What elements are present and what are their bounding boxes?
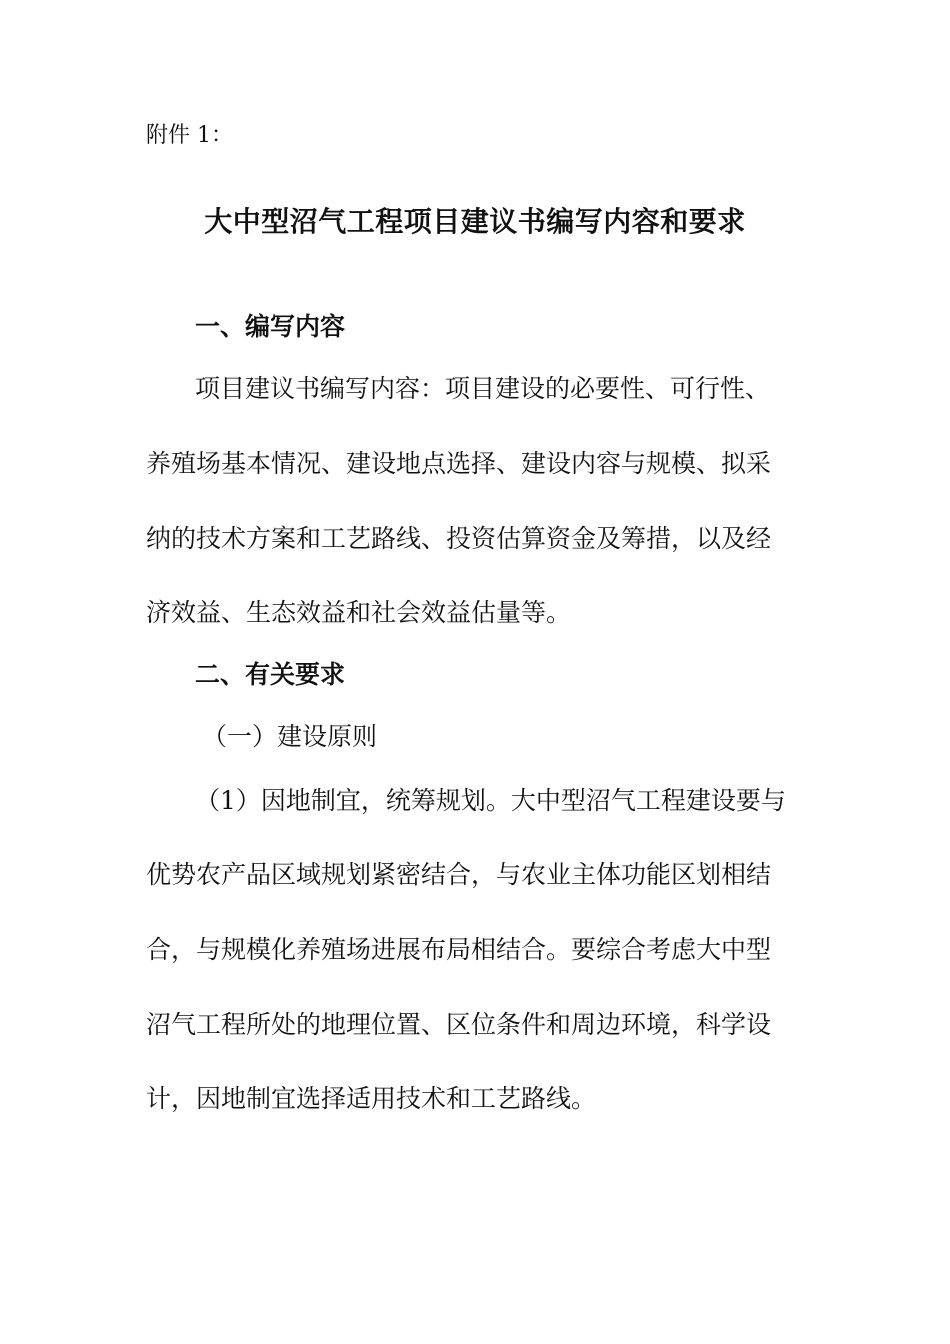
- section-heading-content: 一、编写内容: [195, 312, 346, 341]
- paragraph-line: 养殖场基本情况、建设地点选择、建设内容与规模、拟采: [146, 449, 772, 478]
- paragraph-line: 计，因地制宜选择适用技术和工艺路线。: [146, 1084, 597, 1113]
- paragraph-line: （1）因地制宜，统筹规划。大中型沼气工程建设要与: [195, 786, 786, 815]
- paragraph-line: 纳的技术方案和工艺路线、投资估算资金及筹措，以及经: [146, 524, 772, 553]
- paragraph-line: 沼气工程所处的地理位置、区位条件和周边环境，科学设: [146, 1010, 772, 1039]
- paragraph-line: 合，与规模化养殖场进展布局相结合。要综合考虑大中型: [146, 935, 772, 964]
- attachment-label: 附件 1：: [146, 123, 233, 148]
- subsection-heading: （一）建设原则: [202, 722, 378, 751]
- section-heading-requirements: 二、有关要求: [195, 660, 346, 689]
- paragraph-line: 项目建议书编写内容：项目建设的必要性、可行性、: [195, 374, 771, 403]
- paragraph-line: 优势农产品区域规划紧密结合，与农业主体功能区划相结: [146, 860, 772, 889]
- document-title: 大中型沼气工程项目建议书编写内容和要求: [204, 205, 746, 238]
- paragraph-line: 济效益、生态效益和社会效益估量等。: [146, 598, 572, 627]
